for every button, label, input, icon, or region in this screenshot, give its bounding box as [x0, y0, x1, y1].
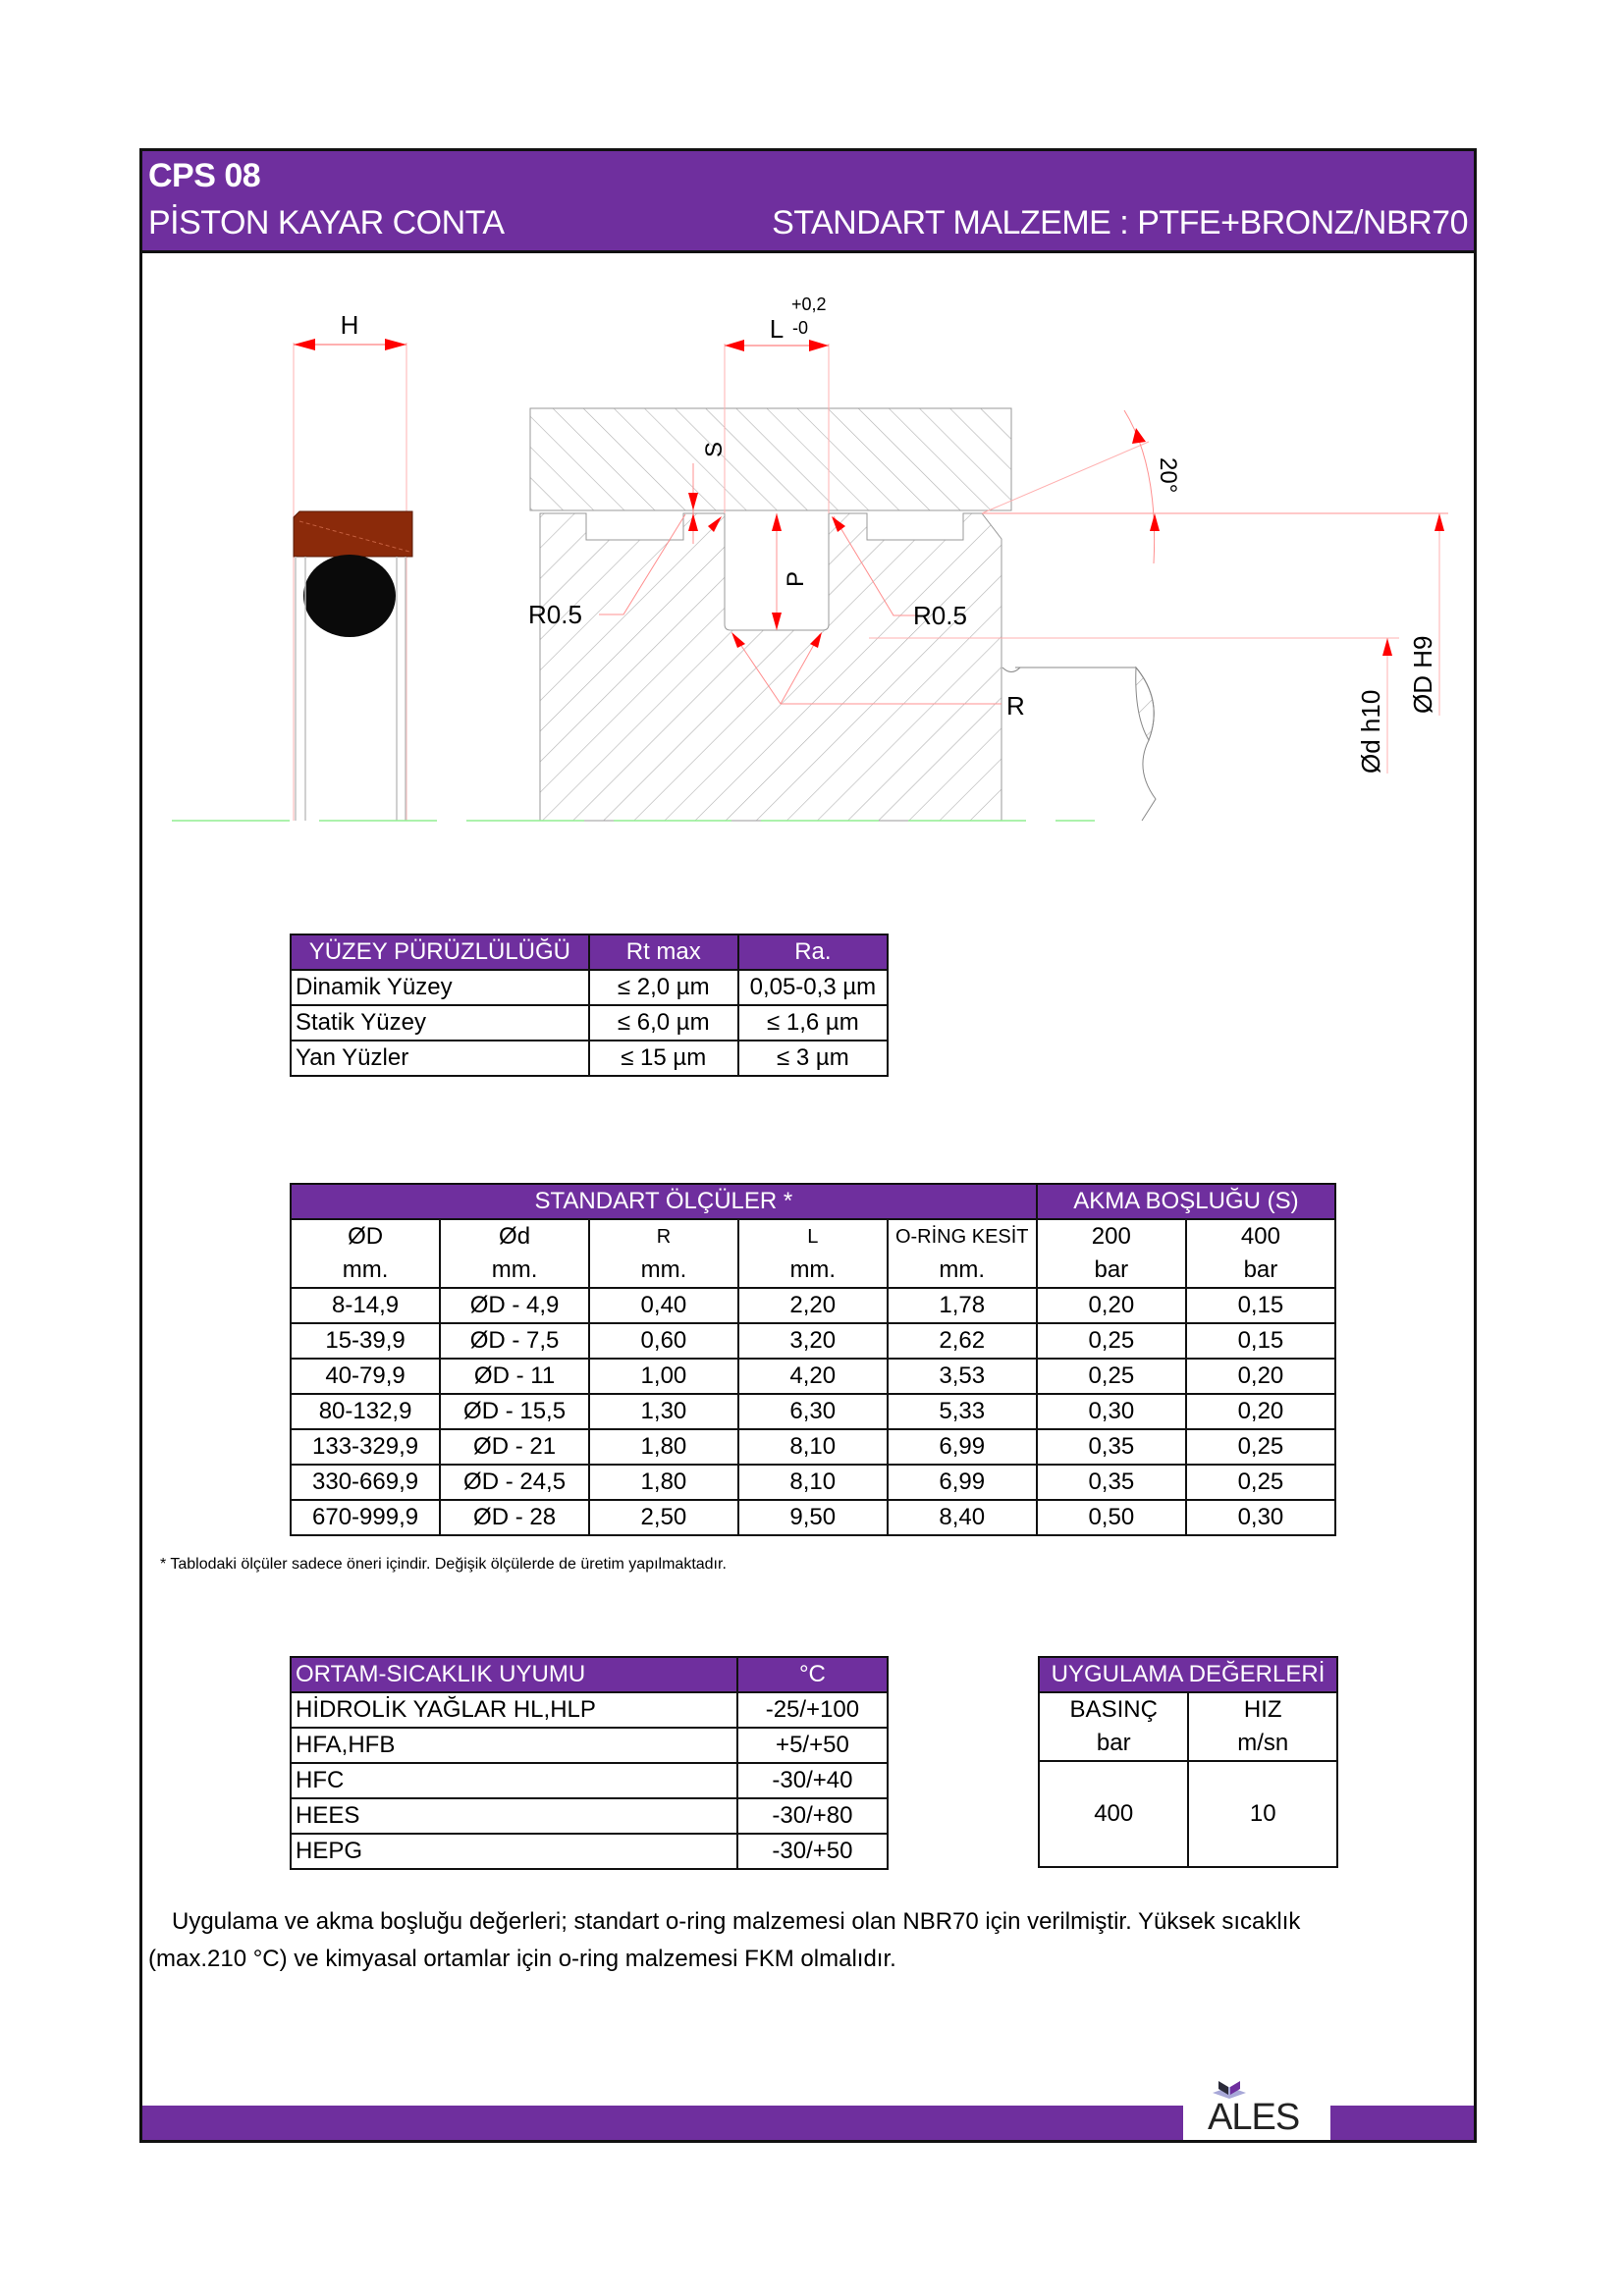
- product-name: PİSTON KAYAR CONTA: [148, 204, 505, 241]
- cell: 133-329,9: [291, 1429, 440, 1465]
- standard-material: STANDART MALZEME : PTFE+BRONZ/NBR70: [772, 204, 1468, 241]
- cell: HFA,HFB: [291, 1728, 737, 1763]
- col-header-400bar: 400: [1186, 1219, 1335, 1254]
- cell: HFC: [291, 1763, 737, 1798]
- table-row: [291, 1359, 1335, 1394]
- speed-value: 10: [1188, 1761, 1337, 1867]
- ales-logo: [1183, 2081, 1330, 2140]
- cell: 0,50: [1037, 1500, 1186, 1535]
- col-header-speed: HIZ: [1188, 1692, 1337, 1727]
- group-header-standard: STANDART ÖLÇÜLER *: [291, 1184, 1037, 1219]
- table-row: [291, 1394, 1335, 1429]
- table-row: [291, 1465, 1335, 1500]
- table-row: [291, 1728, 888, 1763]
- cell: -30/+50: [737, 1834, 888, 1869]
- cell: 3,20: [738, 1323, 888, 1359]
- table-row: [291, 1288, 1335, 1323]
- col-header-d: Ød: [440, 1219, 589, 1254]
- cell: 0,60: [589, 1323, 738, 1359]
- logo-text: ALES: [1208, 2097, 1300, 2138]
- col-header-L: L: [738, 1219, 888, 1254]
- cell: -25/+100: [737, 1692, 888, 1728]
- cell: 4,20: [738, 1359, 888, 1394]
- label-R05-right: R0.5: [913, 601, 967, 630]
- cell: Yan Yüzler: [291, 1041, 589, 1076]
- cylinder-section: [530, 408, 1011, 510]
- unit: mm.: [291, 1254, 440, 1288]
- cell: 0,35: [1037, 1429, 1186, 1465]
- col-header-medium: ORTAM-SICAKLIK UYUMU: [291, 1657, 737, 1692]
- cell: 0,30: [1186, 1500, 1335, 1535]
- cell: ØD - 21: [440, 1429, 589, 1465]
- cell: +5/+50: [737, 1728, 888, 1763]
- cell: 6,99: [888, 1429, 1037, 1465]
- label-L: L: [769, 314, 785, 344]
- unit: bar: [1037, 1254, 1186, 1288]
- label-S: S: [701, 441, 728, 457]
- cell: 1,78: [888, 1288, 1037, 1323]
- cell: 1,80: [589, 1465, 738, 1500]
- cell: 0,20: [1186, 1359, 1335, 1394]
- cell: 1,00: [589, 1359, 738, 1394]
- cell: ØD - 15,5: [440, 1394, 589, 1429]
- technical-drawing: [142, 151, 1480, 858]
- group-header-extrusion-gap: AKMA BOŞLUĞU (S): [1037, 1184, 1335, 1219]
- cell: 5,33: [888, 1394, 1037, 1429]
- product-code: CPS 08: [148, 157, 261, 194]
- cell: 0,25: [1037, 1323, 1186, 1359]
- cell: Dinamik Yüzey: [291, 970, 589, 1005]
- cell: 0,25: [1037, 1359, 1186, 1394]
- notes-line-2: (max.210 °C) ve kimyasal ortamlar için o-ring malzemesi FKM olmalıdır.: [148, 1946, 896, 1972]
- cell: ≤ 15 µm: [589, 1041, 738, 1076]
- cell: 0,20: [1186, 1394, 1335, 1429]
- cell: 3,53: [888, 1359, 1037, 1394]
- dimensions-footnote: * Tablodaki ölçüler sadece öneri içindir. Değişik ölçülerde de üretim yapılmaktadır.: [160, 1556, 727, 1573]
- label-L-tol-plus: +0,2: [791, 294, 827, 314]
- col-header-pressure: BASINÇ: [1039, 1692, 1188, 1727]
- cell: ØD - 7,5: [440, 1323, 589, 1359]
- cell: HİDROLİK YAĞLAR HL,HLP: [291, 1692, 737, 1728]
- table-row: [291, 1041, 888, 1076]
- datasheet-frame: [139, 148, 1477, 2143]
- cell: 6,30: [738, 1394, 888, 1429]
- cell: 670-999,9: [291, 1500, 440, 1535]
- table-row: [291, 1692, 888, 1728]
- unit: mm.: [589, 1254, 738, 1288]
- cell: 0,20: [1037, 1288, 1186, 1323]
- cell: -30/+80: [737, 1798, 888, 1834]
- col-header-ra: Ra.: [738, 934, 888, 970]
- table-row: [291, 1798, 888, 1834]
- col-header-surface: YÜZEY PÜRÜZLÜLÜĞÜ: [291, 934, 589, 970]
- cell: 1,80: [589, 1429, 738, 1465]
- table-row: [291, 1005, 888, 1041]
- standard-dimensions-table: [290, 1183, 1336, 1536]
- temperature-table: [290, 1656, 889, 1870]
- label-R: R: [1006, 691, 1025, 721]
- label-L-tol-minus: -0: [792, 318, 809, 338]
- cell: 0,25: [1186, 1429, 1335, 1465]
- cell: Statik Yüzey: [291, 1005, 589, 1041]
- application-title: UYGULAMA DEĞERLERİ: [1039, 1657, 1337, 1692]
- cell: ØD - 4,9: [440, 1288, 589, 1323]
- cell: 80-132,9: [291, 1394, 440, 1429]
- table-row: [291, 1500, 1335, 1535]
- unit: mm.: [738, 1254, 888, 1288]
- cell: 2,62: [888, 1323, 1037, 1359]
- cell: 9,50: [738, 1500, 888, 1535]
- label-angle: 20°: [1155, 457, 1181, 494]
- surface-roughness-table: [290, 934, 889, 1077]
- cell: 8,40: [888, 1500, 1037, 1535]
- label-H: H: [340, 310, 359, 340]
- cell: 8-14,9: [291, 1288, 440, 1323]
- cell: 2,20: [738, 1288, 888, 1323]
- cell: HEPG: [291, 1834, 737, 1869]
- unit: mm.: [440, 1254, 589, 1288]
- col-header-R: R: [589, 1219, 738, 1254]
- cell: 6,99: [888, 1465, 1037, 1500]
- cell: 330-669,9: [291, 1465, 440, 1500]
- cell: 0,35: [1037, 1465, 1186, 1500]
- col-header-oring: O-RİNG KESİT: [888, 1219, 1037, 1254]
- piston-section: [540, 513, 1001, 821]
- application-values-table: [1038, 1656, 1338, 1868]
- col-header-rt-max: Rt max: [589, 934, 738, 970]
- cell: ØD - 11: [440, 1359, 589, 1394]
- unit: bar: [1186, 1254, 1335, 1288]
- cell: HEES: [291, 1798, 737, 1834]
- table-row: [291, 1429, 1335, 1465]
- label-P: P: [783, 570, 809, 587]
- label-R05-left: R0.5: [528, 600, 582, 629]
- cell: 0,30: [1037, 1394, 1186, 1429]
- notes-line-1: Uygulama ve akma boşluğu değerleri; standart o-ring malzemesi olan NBR70 için verilmiştir. Yüksek sıcaklık: [172, 1908, 1301, 1935]
- cell: ≤ 3 µm: [738, 1041, 888, 1076]
- table-row: [291, 1323, 1335, 1359]
- cell: ≤ 6,0 µm: [589, 1005, 738, 1041]
- cell: 0,25: [1186, 1465, 1335, 1500]
- cell: ≤ 1,6 µm: [738, 1005, 888, 1041]
- cell: ØD - 28: [440, 1500, 589, 1535]
- table-row: [291, 1834, 888, 1869]
- cell: 0,15: [1186, 1288, 1335, 1323]
- unit: m/sn: [1188, 1727, 1337, 1761]
- label-d-h10: Ød h10: [1356, 689, 1385, 774]
- col-header-D: ØD: [291, 1219, 440, 1254]
- seal-side-view: [294, 310, 412, 821]
- pressure-value: 400: [1039, 1761, 1188, 1867]
- cell: 40-79,9: [291, 1359, 440, 1394]
- cell: 8,10: [738, 1465, 888, 1500]
- cell: ØD - 24,5: [440, 1465, 589, 1500]
- rod-outline: [1015, 667, 1156, 821]
- notes-paragraph: [148, 1903, 1464, 1978]
- table-row: [291, 1763, 888, 1798]
- unit: mm.: [888, 1254, 1037, 1288]
- col-header-celsius: °C: [737, 1657, 888, 1692]
- col-header-200bar: 200: [1037, 1219, 1186, 1254]
- cell: ≤ 2,0 µm: [589, 970, 738, 1005]
- label-D-H9: ØD H9: [1408, 635, 1437, 714]
- cell: 0,05-0,3 µm: [738, 970, 888, 1005]
- cell: 0,15: [1186, 1323, 1335, 1359]
- cell: 1,30: [589, 1394, 738, 1429]
- cell: 8,10: [738, 1429, 888, 1465]
- table-row: [291, 970, 888, 1005]
- cell: -30/+40: [737, 1763, 888, 1798]
- unit: bar: [1039, 1727, 1188, 1761]
- cell: 2,50: [589, 1500, 738, 1535]
- cell: 0,40: [589, 1288, 738, 1323]
- cell: 15-39,9: [291, 1323, 440, 1359]
